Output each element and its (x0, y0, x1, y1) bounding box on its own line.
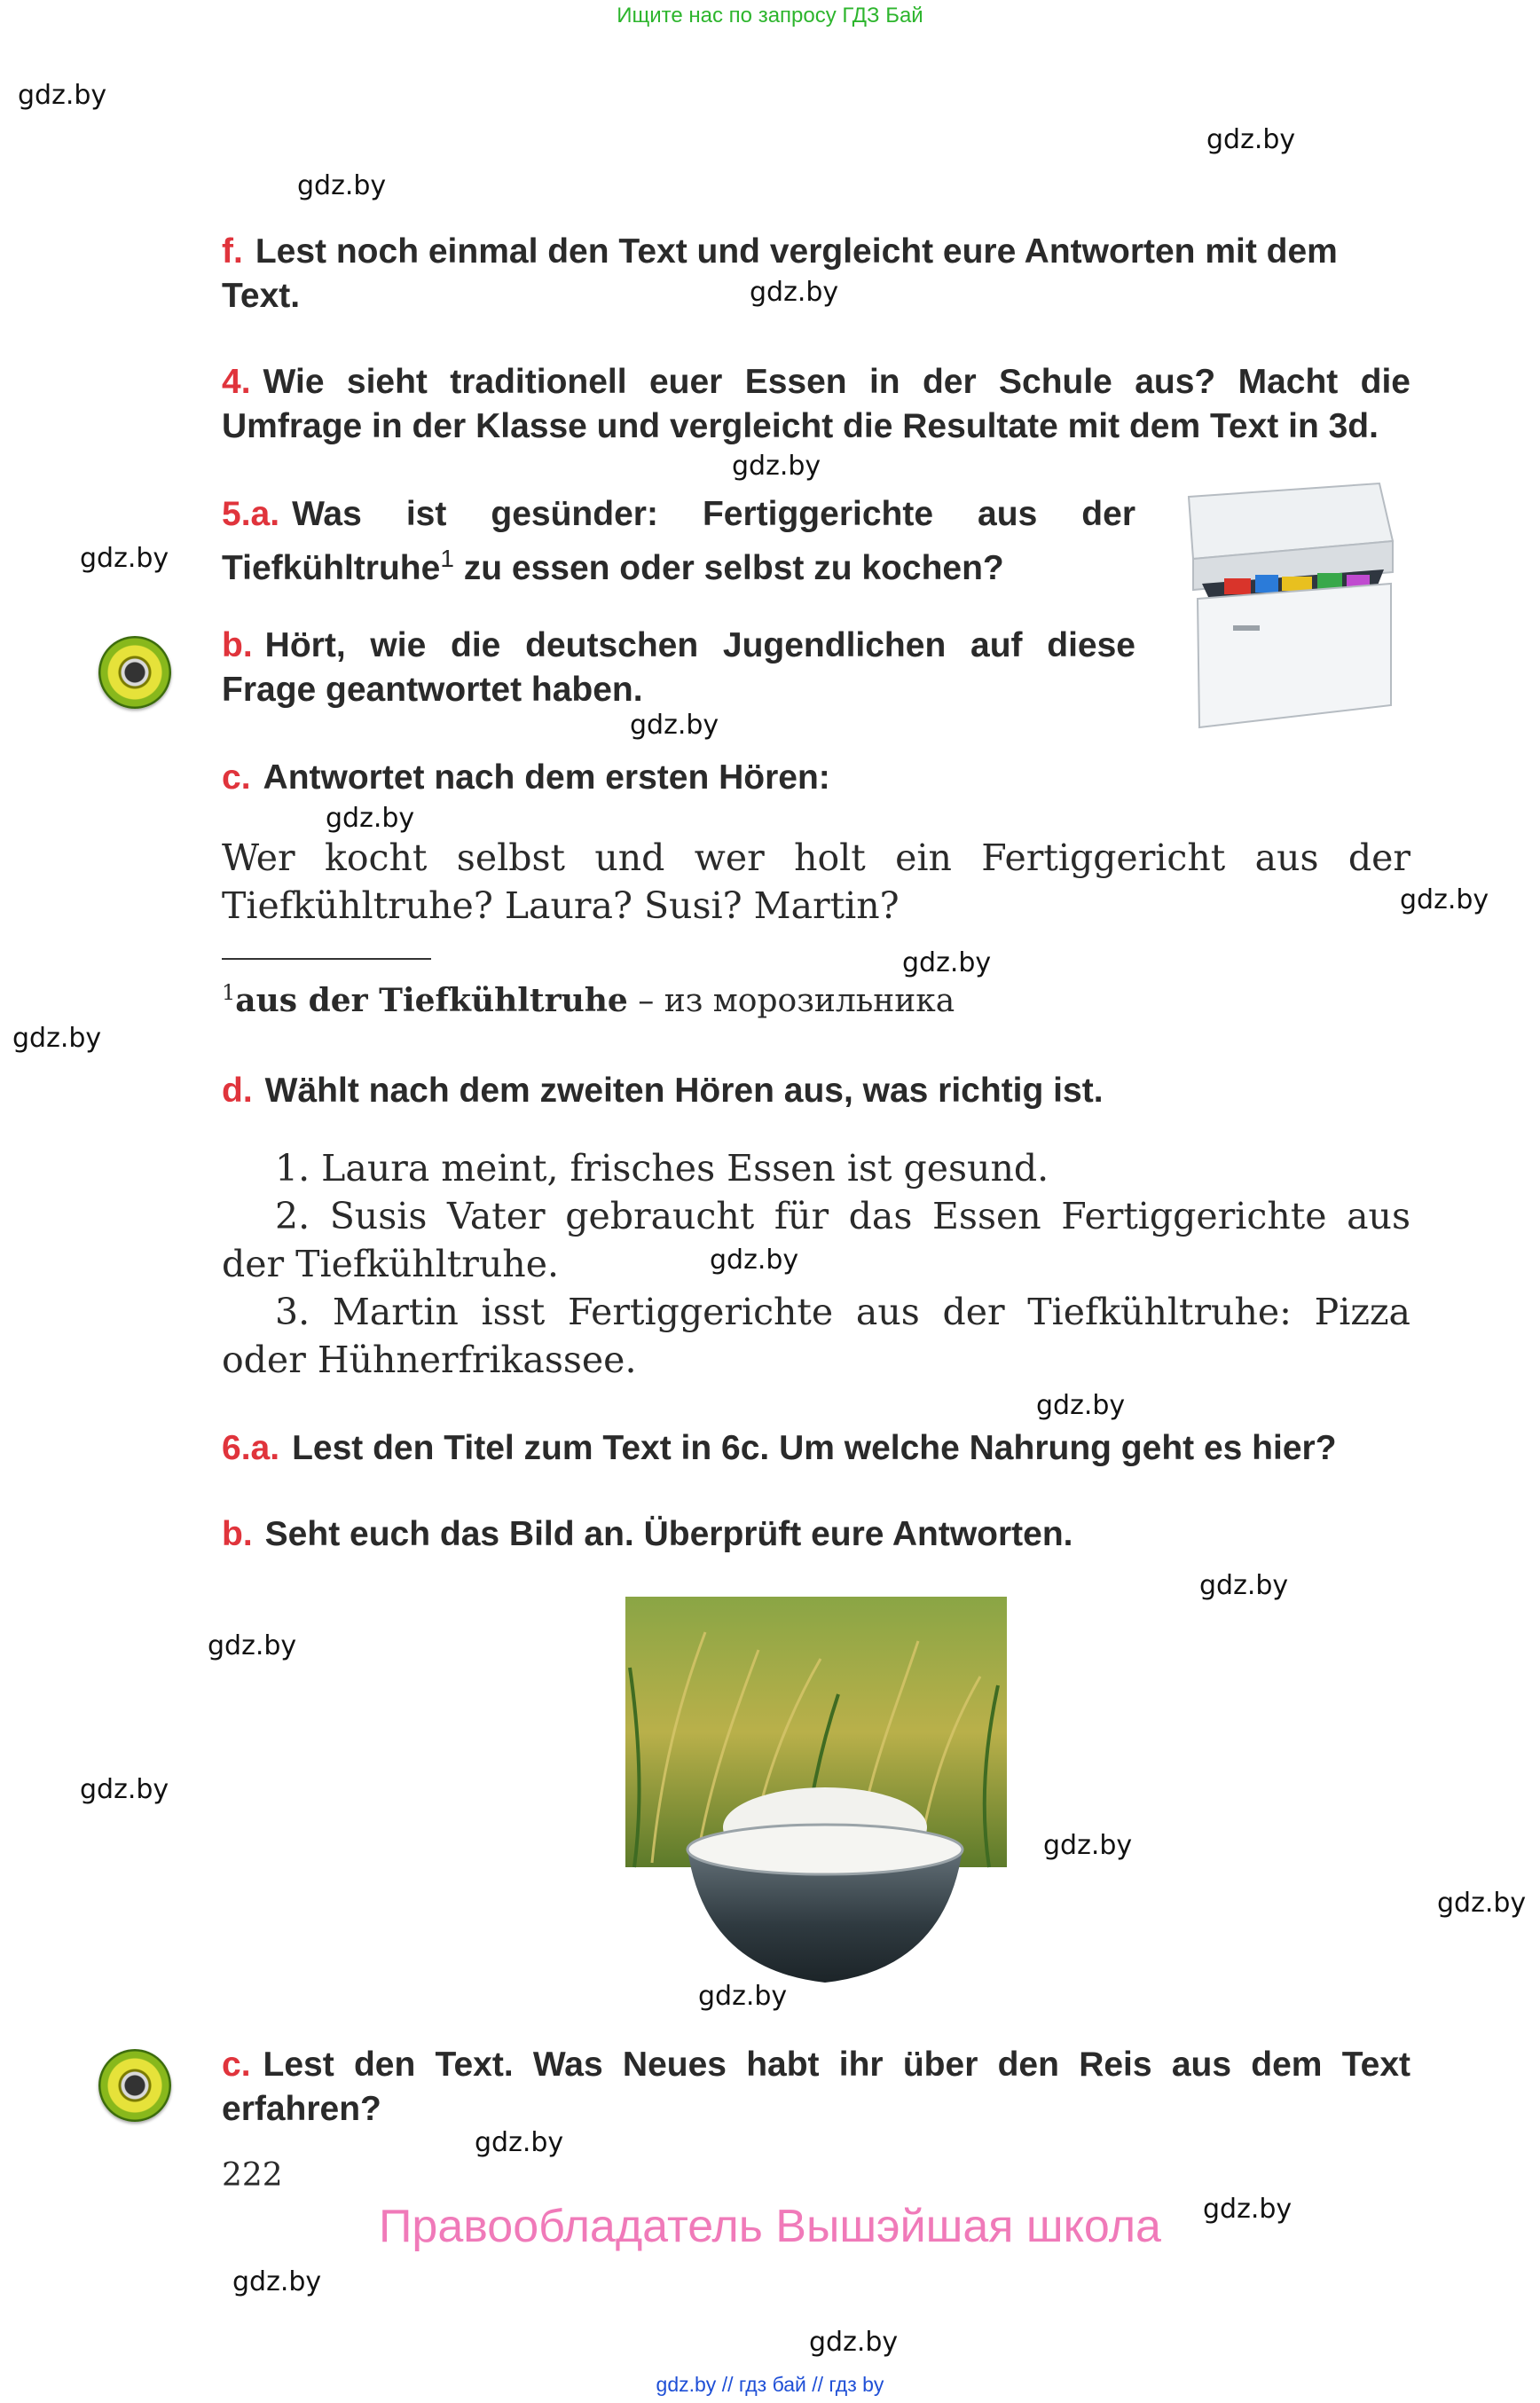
watermark: gdz.by (732, 451, 821, 482)
watermark: gdz.by (1199, 1570, 1289, 1601)
list-item: 1. Laura meint, frisches Essen ist gesund. (275, 1147, 1049, 1190)
watermark: gdz.by (1206, 124, 1296, 155)
watermark: gdz.by (475, 2127, 564, 2158)
watermark: gdz.by (297, 170, 387, 201)
watermark: gdz.by (326, 803, 415, 834)
footnote-divider (222, 958, 431, 960)
answer-list (222, 1144, 1410, 1384)
footnote-marker: 1 (440, 545, 454, 572)
task-text: Lest noch einmal den Text und vergleicht eure Antworten mit dem Text. (222, 232, 1338, 315)
top-banner: Ищите нас по запросу ГДЗ Бай (617, 4, 923, 27)
task-text: Antwortet nach dem ersten Hören: (263, 758, 830, 797)
task-label: 4. (222, 363, 251, 401)
watermark: gdz.by (1043, 1830, 1133, 1861)
task-6c (222, 2043, 1410, 2132)
bottom-links[interactable]: gdz.by // гдз бай // гдз by (656, 2373, 884, 2396)
footnote-translation: – из морозильника (638, 983, 955, 1019)
task-text: Lest den Text. Was Neues habt ihr über den Reis aus dem Text erfahren? (222, 2046, 1410, 2128)
task-label: c. (222, 758, 251, 797)
watermark: gdz.by (750, 277, 839, 308)
footnote-term: aus der Tiefkühltruhe (235, 982, 628, 1019)
watermark: gdz.by (80, 1774, 169, 1805)
task-5c (222, 756, 1410, 800)
watermark: gdz.by (710, 1245, 799, 1276)
task-label: f. (222, 232, 243, 271)
task-5b (222, 624, 1135, 712)
task-label: 6.a. (222, 1429, 280, 1467)
task-5a (222, 492, 1135, 591)
task-6a (222, 1426, 1410, 1471)
task-text: Hört, wie die deutschen Jugendlichen auf diese Frage geantwortet haben. (222, 626, 1135, 709)
task-text: Wie sieht traditionell euer Essen in der Schule aus? Macht die Umfrage in der Klasse und vergleicht die Resultate mit dem Text in 3d. (222, 363, 1410, 445)
watermark: gdz.by (630, 710, 719, 741)
chest-freezer-image (1171, 479, 1410, 736)
task-label: c. (222, 2046, 251, 2084)
task-f (222, 230, 1410, 318)
task-label: 5.a. (222, 495, 280, 533)
cd-audio-icon[interactable] (98, 2049, 171, 2122)
footnote-number: 1 (222, 980, 236, 1005)
task-text: Seht euch das Bild an. Überprüft eure Antworten. (264, 1515, 1073, 1553)
task-6b (222, 1512, 1410, 1557)
watermark: gdz.by (18, 80, 107, 111)
watermark: gdz.by (698, 1981, 788, 2012)
copyright-notice: Правообладатель Вышэйшая школа (379, 2201, 1161, 2252)
task-text: Was ist gesünder: Fertiggerichte aus der Tiefkühltruhe (222, 495, 1135, 587)
watermark: gdz.by (902, 947, 992, 978)
watermark: gdz.by (232, 2266, 322, 2297)
task-label: d. (222, 1072, 253, 1110)
list-item: 2. Susis Vater gebraucht für das Essen Fertiggerichte aus der Tiefkühltruhe. (222, 1195, 1410, 1285)
task-label: b. (222, 1515, 253, 1553)
task-text: zu essen oder selbst zu kochen? (463, 549, 1004, 587)
watermark: gdz.by (1036, 1390, 1126, 1421)
task-4 (222, 360, 1410, 449)
watermark: gdz.by (12, 1023, 102, 1054)
cd-audio-icon[interactable] (98, 636, 171, 709)
footnote (222, 980, 955, 1019)
task-label: b. (222, 626, 253, 664)
watermark: gdz.by (1203, 2194, 1292, 2225)
task-text: Wählt nach dem zweiten Hören aus, was richtig ist. (264, 1072, 1104, 1110)
task-text: Lest den Titel zum Text in 6c. Um welche Nahrung geht es hier? (292, 1429, 1337, 1467)
page-number: 222 (222, 2157, 283, 2194)
watermark: gdz.by (1400, 884, 1489, 915)
list-item: 3. Martin isst Fertiggerichte aus der Tiefkühltruhe: Pizza oder Hühnerfrikassee. (222, 1291, 1410, 1381)
watermark: gdz.by (809, 2327, 899, 2358)
watermark: gdz.by (208, 1630, 297, 1661)
watermark: gdz.by (80, 543, 169, 574)
watermark: gdz.by (1437, 1888, 1527, 1919)
task-5c-body: Wer kocht selbst und wer holt ein Fertiggericht aus der Tiefkühltruhe? Laura? Susi? Martin? (222, 836, 1410, 927)
task-5d (222, 1069, 1410, 1113)
rice-bowl-image (625, 1597, 1007, 1991)
